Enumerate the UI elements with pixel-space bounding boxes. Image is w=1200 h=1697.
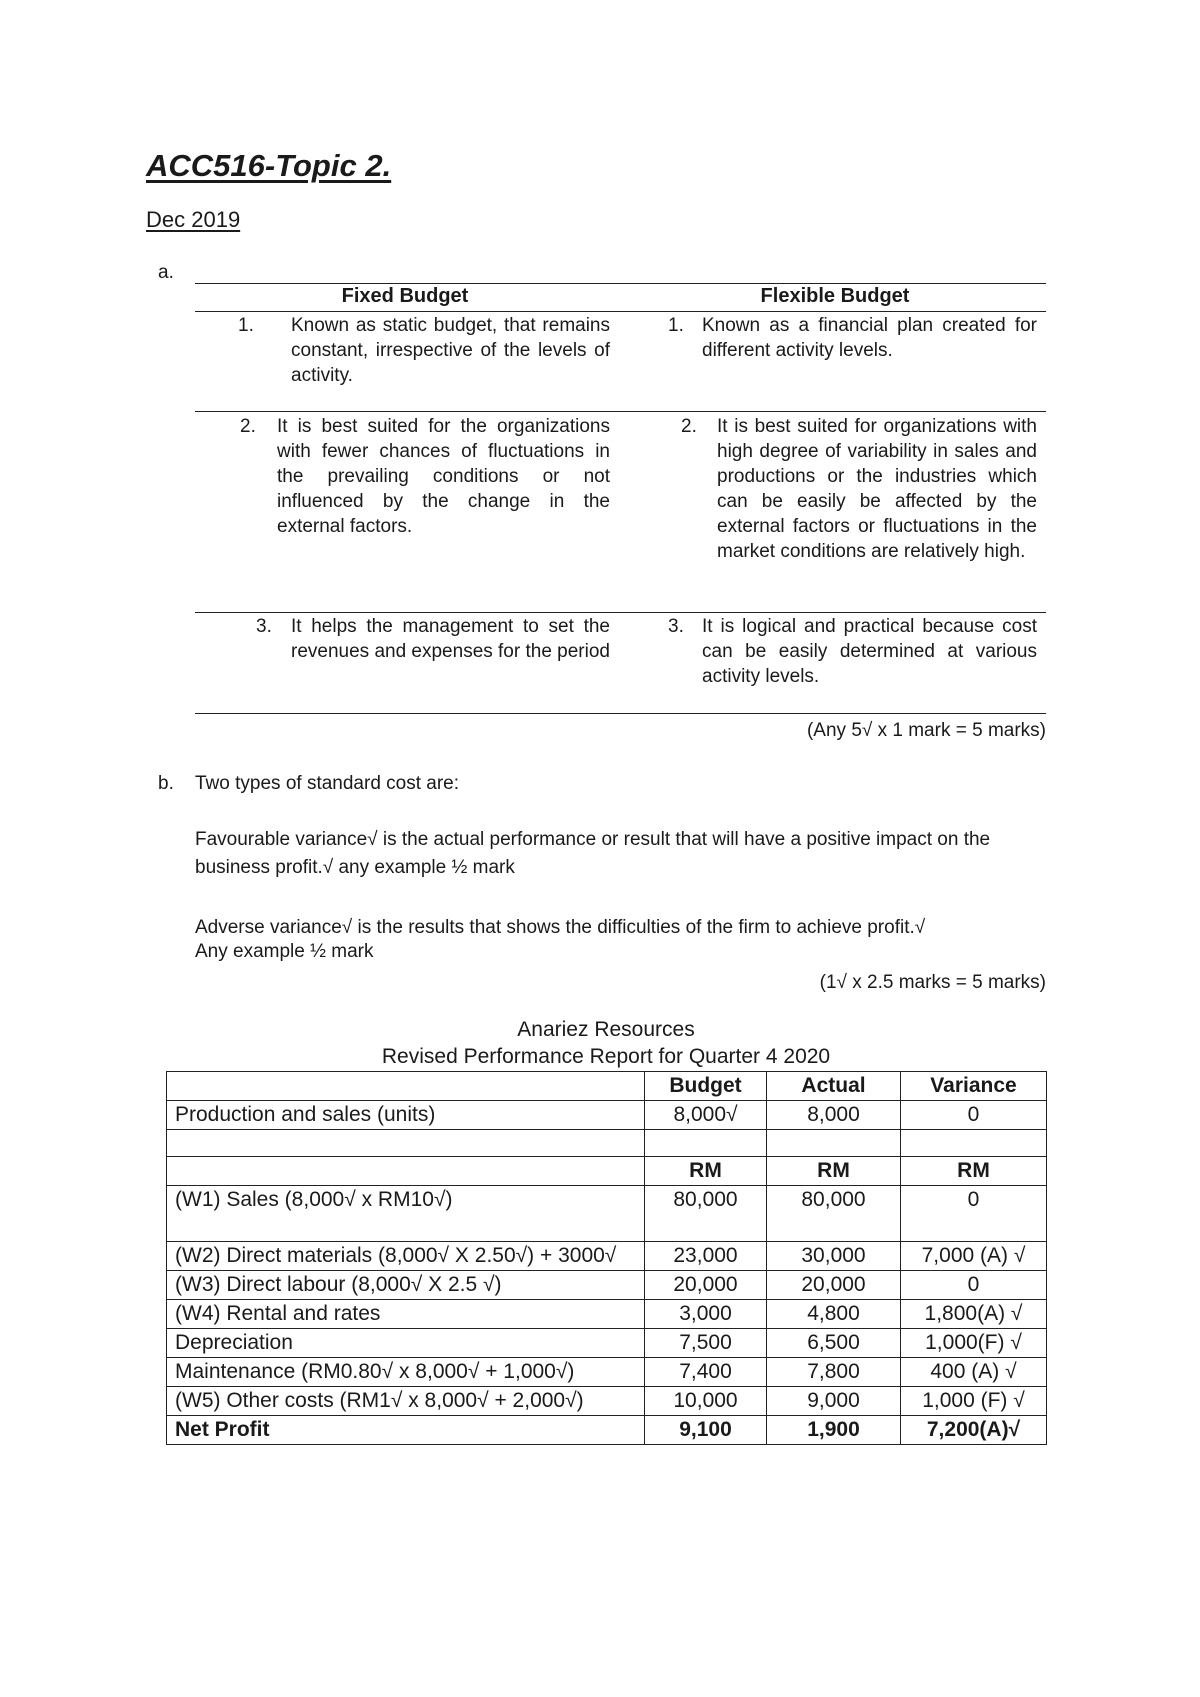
currency-cell: RM [767,1157,901,1186]
table-header-row [167,1072,1047,1101]
budget-cell: 7,400 [645,1358,767,1387]
flexible-item-number: 3. [668,616,684,637]
document-title: ACC516-Topic 2. [146,148,392,183]
table-row [167,1329,1047,1358]
currency-row [167,1157,1047,1186]
net-profit-row [167,1416,1047,1445]
fixed-item-text: It helps the management to set the revenues and expenses for the period [291,616,610,662]
table-row [167,1300,1047,1329]
variance-cell: 0 [901,1186,1047,1242]
budget-cell: 3,000 [645,1300,767,1329]
header-cell: Actual [767,1072,901,1101]
row-label: (W2) Direct materials (8,000√ X 2.50√) + 3000√ [167,1242,645,1271]
row-label: Maintenance (RM0.80√ x 8,000√ + 1,000√) [167,1358,645,1387]
header-cell [167,1072,645,1101]
row-rule [195,411,1046,412]
table-row [167,1387,1047,1416]
fixed-item-text: Known as static budget, that remains constant, irrespective of the levels of activity. [291,315,610,386]
currency-cell: RM [645,1157,767,1186]
row-label: (W1) Sales (8,000√ x RM10√) [167,1186,645,1242]
comparison-row [0,313,1200,393]
actual-cell: 7,800 [767,1358,901,1387]
fixed-budget-header: Fixed Budget [341,285,469,307]
comparison-row [0,614,1200,694]
fixed-item-number: 3. [256,616,272,637]
row-label [167,1157,645,1186]
variance-cell: 1,000(F) √ [901,1329,1047,1358]
table-row [167,1358,1047,1387]
actual-cell: 4,800 [767,1300,901,1329]
actual-cell: 6,500 [767,1329,901,1358]
table-row [167,1242,1047,1271]
row-label: (W5) Other costs (RM1√ x 8,000√ + 2,000√) [167,1387,645,1416]
adverse-variance-text: Adverse variance√ is the results that shows the difficulties of the firm to achieve profit.√ [195,917,926,938]
header-cell: Budget [645,1072,767,1101]
empty-cell [645,1130,767,1157]
row-label: Depreciation [167,1329,645,1358]
fixed-item-text: It is best suited for the organizations with fewer chances of fluctuations in the prevailing conditions or not influenced by the change in the external factors. [277,416,610,537]
flexible-item-text: It is logical and practical because cost can be easily determined at various activity levels. [702,616,1037,687]
fixed-item-number: 1. [238,315,254,336]
table-row [167,1101,1047,1130]
adverse-variance-example: Any example ½ mark [195,941,374,962]
table-row-empty [167,1130,1047,1157]
row-label: (W4) Rental and rates [167,1300,645,1329]
actual-cell: 9,000 [767,1387,901,1416]
currency-cell: RM [901,1157,1047,1186]
row-label: Net Profit [167,1416,645,1445]
budget-cell: 7,500 [645,1329,767,1358]
flexible-item-number: 1. [668,315,684,336]
budget-cell: 8,000√ [645,1101,767,1130]
variance-cell: 0 [901,1271,1047,1300]
variance-cell: 1,000 (F) √ [901,1387,1047,1416]
empty-cell [901,1130,1047,1157]
table-top-rule [195,283,1046,284]
flexible-budget-header: Flexible Budget [760,285,910,307]
row-label: Production and sales (units) [167,1101,645,1130]
row-label: (W3) Direct labour (8,000√ X 2.5 √) [167,1271,645,1300]
empty-cell [167,1130,645,1157]
actual-cell: 1,900 [767,1416,901,1445]
actual-cell: 30,000 [767,1242,901,1271]
report-company: Anariez Resources [517,1018,695,1041]
budget-cell: 9,100 [645,1416,767,1445]
flexible-item-text: Known as a financial plan created for different activity levels. [702,315,1037,361]
header-cell: Variance [901,1072,1047,1101]
variance-cell: 0 [901,1101,1047,1130]
performance-report-table [166,1071,1047,1445]
table-header-rule [195,311,1046,312]
favourable-variance-text: Favourable variance√ is the actual performance or result that will have a positive impact on the business profit.√ any example ½ mark [195,829,991,878]
part-b-intro: Two types of standard cost are: [195,773,460,794]
part-a-label: a. [158,262,174,283]
part-b-label: b. [158,773,174,794]
table-row [167,1186,1047,1242]
fixed-item-number: 2. [240,416,256,437]
flexible-item-number: 2. [681,416,697,437]
comparison-row [0,414,1200,594]
row-rule [195,612,1046,613]
variance-cell: 1,800(A) √ [901,1300,1047,1329]
part-b-marks: (1√ x 2.5 marks = 5 marks) [819,972,1046,993]
exam-session: Dec 2019 [146,207,241,232]
table-row [167,1271,1047,1300]
budget-cell: 10,000 [645,1387,767,1416]
variance-cell: 7,200(A)√ [901,1416,1047,1445]
actual-cell: 20,000 [767,1271,901,1300]
variance-cell: 400 (A) √ [901,1358,1047,1387]
table-bottom-rule [195,713,1046,714]
flexible-item-text: It is best suited for organizations with high degree of variability in sales and productions or the industries which can be easily be affected by the external factors or fluctuations in the market conditions are relatively high. [717,416,1037,562]
report-title: Revised Performance Report for Quarter 4 2020 [381,1045,831,1068]
budget-cell: 80,000 [645,1186,767,1242]
part-a-marks: (Any 5√ x 1 mark = 5 marks) [806,720,1046,741]
budget-cell: 23,000 [645,1242,767,1271]
actual-cell: 8,000 [767,1101,901,1130]
variance-cell: 7,000 (A) √ [901,1242,1047,1271]
budget-cell: 20,000 [645,1271,767,1300]
actual-cell: 80,000 [767,1186,901,1242]
empty-cell [767,1130,901,1157]
